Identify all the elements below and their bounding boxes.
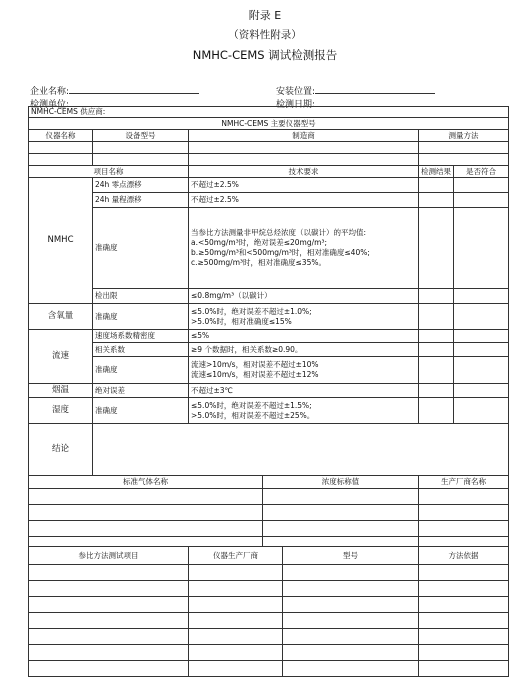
nmhc-accuracy-name: 准确度 <box>93 208 189 289</box>
instr-header-name: 仪器名称 <box>29 130 93 142</box>
ref-header-item: 参比方法测试项目 <box>29 547 189 565</box>
instruments-title: NMHC-CEMS 主要仪器型号 <box>29 118 509 130</box>
correlation-name: 相关系数 <box>93 343 189 357</box>
span-drift-result[interactable] <box>419 193 454 208</box>
correlation-req: ≥9 个数据时，相关系数≥0.90。 <box>189 343 419 357</box>
humidity-accuracy-name: 准确度 <box>93 398 189 424</box>
zero-drift-pass[interactable] <box>454 178 509 193</box>
detection-limit-pass[interactable] <box>454 289 509 304</box>
stdgas-header-name: 标准气体名称 <box>29 476 263 489</box>
stdgas-row <box>29 537 509 547</box>
conclusion-label: 结论 <box>29 424 93 476</box>
ref-row <box>29 645 509 661</box>
company-name-label: 企业名称: <box>30 87 70 97</box>
results-header-result: 检测结果 <box>419 166 454 178</box>
ref-header-basis: 方法依据 <box>419 547 509 565</box>
humidity-req-line: ≤5.0%时，绝对误差不超过±1.5%; <box>191 400 312 410</box>
humidity-group-label: 湿度 <box>29 398 93 424</box>
ref-row <box>29 661 509 677</box>
stdgas-row <box>29 489 509 505</box>
instr-row <box>29 154 509 166</box>
results-header-req: 技术要求 <box>189 166 419 178</box>
correlation-pass[interactable] <box>454 343 509 357</box>
appendix-heading: 附录 E <box>248 9 282 22</box>
span-drift-pass[interactable] <box>454 193 509 208</box>
flow-req-line: 流速>10m/s，相对误差不超过±10% <box>191 360 319 369</box>
instr-header-model: 设备型号 <box>93 130 189 142</box>
supplier-cell <box>29 107 509 118</box>
humidity-req-line: >5.0%时，相对误差不超过±25%。 <box>191 410 315 420</box>
oxygen-req-line: >5.0%时，相对准确度≤15% <box>191 316 292 326</box>
flow-req-line: 流速≤10m/s，相对误差不超过±12% <box>191 370 319 380</box>
zero-drift-name: 24h 零点漂移 <box>93 178 189 193</box>
stdgas-row <box>29 505 509 521</box>
temp-pass[interactable] <box>454 384 509 398</box>
nmhc-group-label: NMHC <box>29 178 93 304</box>
nmhc-accuracy-pass[interactable] <box>454 208 509 289</box>
stdgas-header-maker: 生产厂商名称 <box>419 476 509 489</box>
oxygen-req-line: ≤5.0%时，绝对误差不超过±1.0%; <box>191 306 312 316</box>
oxygen-result[interactable] <box>419 304 454 330</box>
nmhc-accuracy-line: 当参比方法测量非甲烷总烃浓度（以碳计）的平均值: <box>191 227 367 237</box>
test-date-label: 检测日期: <box>276 100 316 110</box>
oxygen-pass[interactable] <box>454 304 509 330</box>
span-drift-req: 不超过±2.5% <box>189 193 419 208</box>
detection-limit-name: 检出限 <box>93 289 189 304</box>
nmhc-accuracy-line: b.≥50mg/m³和<500mg/m³时，相对准确度≤40%; <box>191 248 370 258</box>
humidity-accuracy-req <box>189 398 419 424</box>
temp-result[interactable] <box>419 384 454 398</box>
flow-accuracy-result[interactable] <box>419 357 454 384</box>
flow-accuracy-pass[interactable] <box>454 357 509 384</box>
humidity-pass[interactable] <box>454 398 509 424</box>
nmhc-accuracy-req <box>189 208 419 289</box>
results-header-pass: 是否符合 <box>454 166 509 178</box>
supplier-label: NMHC-CEMS 供应商: <box>31 107 106 116</box>
humidity-result[interactable] <box>419 398 454 424</box>
nmhc-accuracy-result[interactable] <box>419 208 454 289</box>
zero-drift-req: 不超过±2.5% <box>189 178 419 193</box>
temp-group-label: 烟温 <box>29 384 93 398</box>
conclusion-cell[interactable] <box>93 424 509 476</box>
ref-header-maker: 仪器生产厂商 <box>189 547 283 565</box>
flow-accuracy-req <box>189 357 419 384</box>
report-title: NMHC-CEMS 调试检测报告 <box>192 48 338 62</box>
ref-header-model: 型号 <box>283 547 419 565</box>
test-unit-label: 检测单位: <box>30 100 70 110</box>
correlation-result[interactable] <box>419 343 454 357</box>
detection-limit-req: ≤0.8mg/m³（以碳计） <box>189 289 419 304</box>
stdgas-row <box>29 521 509 537</box>
instr-header-method: 测量方法 <box>419 130 509 142</box>
field-density-pass[interactable] <box>454 330 509 343</box>
company-name-field <box>30 84 199 97</box>
field-density-req: ≤5% <box>189 330 419 343</box>
field-density-name: 速度场系数精密度 <box>93 330 189 343</box>
install-location-field <box>276 84 435 97</box>
temp-error-req: 不超过±3℃ <box>189 384 419 398</box>
detection-limit-result[interactable] <box>419 289 454 304</box>
stdgas-header-conc: 浓度标称值 <box>263 476 419 489</box>
ref-row <box>29 581 509 597</box>
flow-group-label: 流速 <box>29 330 93 384</box>
ref-row <box>29 629 509 645</box>
oxygen-accuracy-req <box>189 304 419 330</box>
results-header-item: 项目名称 <box>29 166 189 178</box>
nmhc-accuracy-line: c.≥500mg/m³时，相对准确度≤35%。 <box>191 258 326 268</box>
appendix-note: （资料性附录） <box>228 29 302 41</box>
instr-header-maker: 制造商 <box>189 130 419 142</box>
oxygen-accuracy-name: 准确度 <box>93 304 189 330</box>
oxygen-group-label: 含氧量 <box>29 304 93 330</box>
instr-row <box>29 142 509 154</box>
temp-error-name: 绝对误差 <box>93 384 189 398</box>
flow-accuracy-name: 准确度 <box>93 357 189 384</box>
ref-row <box>29 597 509 613</box>
zero-drift-result[interactable] <box>419 178 454 193</box>
span-drift-name: 24h 量程漂移 <box>93 193 189 208</box>
report-table <box>28 106 509 677</box>
field-density-result[interactable] <box>419 330 454 343</box>
ref-row <box>29 613 509 629</box>
ref-row <box>29 565 509 581</box>
install-location-label: 安装位置: <box>276 87 316 97</box>
nmhc-accuracy-line: a.<50mg/m³时，绝对误差≤20mg/m³; <box>191 238 327 247</box>
